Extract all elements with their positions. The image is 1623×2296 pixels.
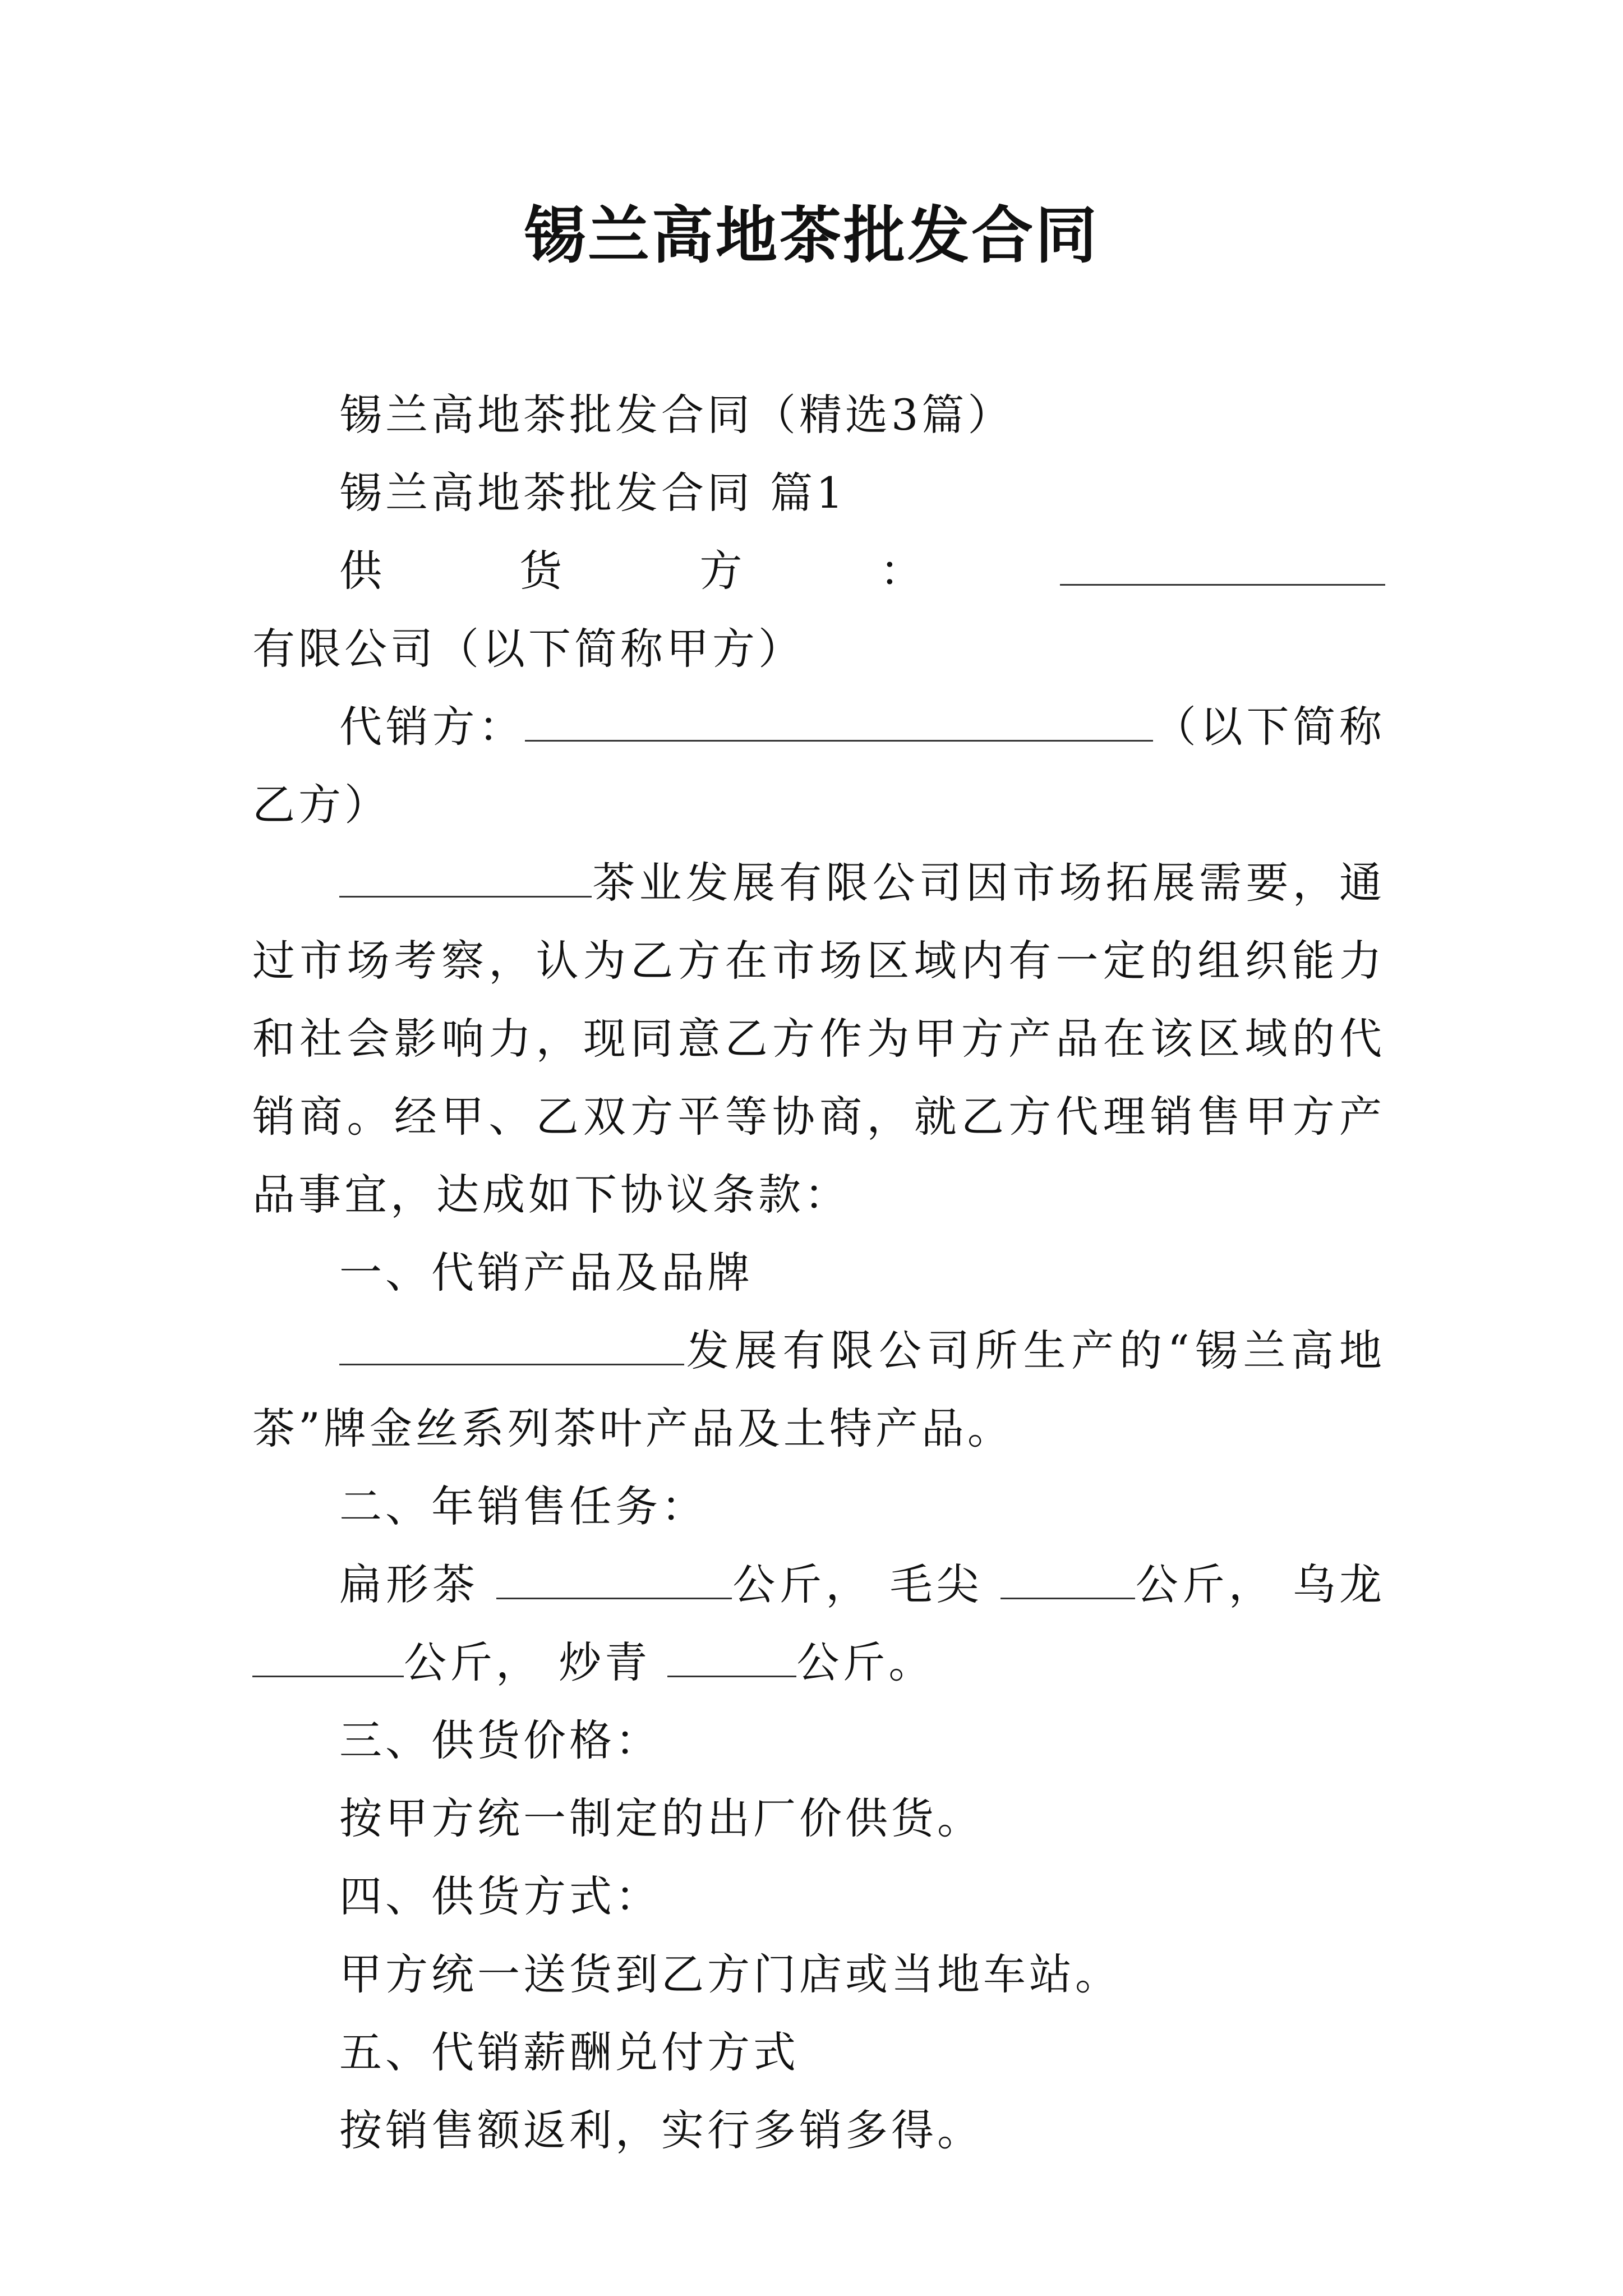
supplier-line [252,532,1385,688]
part-heading: 锡兰高地茶批发合同 篇1 [339,468,847,518]
section2-heading: 二、年销售任务： [339,1481,707,1531]
document-body [252,376,1385,2169]
distributor-blank-field[interactable] [525,702,1153,742]
maojian-unit: 公斤， [1135,1559,1275,1609]
flat-tea-unit: 公斤， [732,1559,873,1609]
flat-tea-label: 扁形茶 [339,1559,479,1609]
section5-text: 按销售额返利，实行多销多得。 [339,2105,983,2155]
document-title: 锡兰高地茶批发合同 [524,199,1099,272]
section3-heading: 三、供货价格： [339,1715,661,1765]
distributor-suffix: （以下简称乙方） [252,702,1386,830]
chaoqing-unit: 公斤。 [796,1637,935,1687]
supplier-blank-field[interactable] [1060,546,1385,586]
producer-blank-field[interactable] [339,1326,684,1365]
oolong-label: 乌龙 [1293,1559,1386,1609]
oolong-unit: 公斤， [404,1637,542,1687]
oolong-quantity-field[interactable] [252,1637,404,1677]
section1-heading: 一、代销产品及品牌 [339,1248,753,1297]
section1-paragraph [252,1312,1385,1467]
intro-text: 茶业发展有限公司因市场拓展需要，通过市场考察，认为乙方在市场区域内有一定的组织能力和社会影响力，现同意乙方作为甲方产品在该区域的代销商。经甲、乙双方平等协商，就乙方代理销售甲方产品事宜，达成如下协议条款： [252,858,1385,1220]
section3-text: 按甲方统一制定的出厂价供货。 [339,1793,983,1843]
section4-heading: 四、供货方式： [339,1871,661,1921]
chaoqing-label: 炒青 [559,1637,651,1687]
distributor-label: 代销方： [339,702,525,752]
distributor-line [252,688,1385,844]
section2-items [252,1545,1385,1701]
supplier-suffix: 有限公司（以下简称甲方） [252,624,804,674]
company-name-blank-field[interactable] [339,858,592,898]
supplier-label: 供货方： [339,546,1060,596]
intro-paragraph [252,844,1385,1234]
section5-heading: 五、代销薪酬兑付方式 [339,2027,799,2077]
maojian-quantity-field[interactable] [1000,1559,1135,1599]
chaoqing-quantity-field[interactable] [667,1637,796,1677]
maojian-label: 毛尖 [889,1559,983,1609]
section4-text: 甲方统一送货到乙方门店或当地车站。 [339,1949,1121,1999]
document-subtitle: 锡兰高地茶批发合同（精选3篇） [339,390,1014,440]
section1-text: 发展有限公司所生产的“锡兰高地茶”牌金丝系列茶叶产品及土特产品。 [252,1326,1385,1453]
flat-tea-quantity-field[interactable] [496,1559,732,1599]
